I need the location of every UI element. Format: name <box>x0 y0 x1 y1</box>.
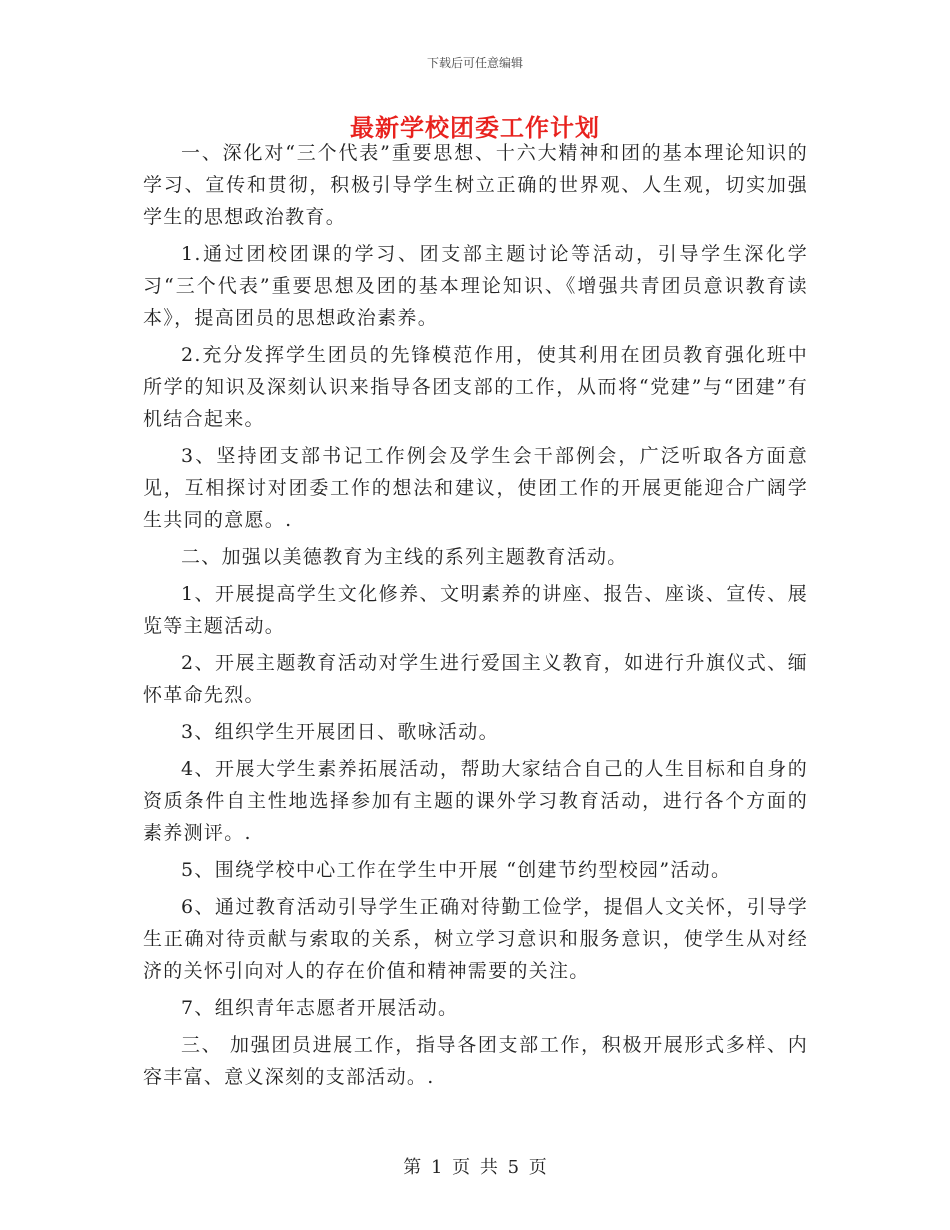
paragraph: 6、通过教育活动引导学生正确对待勤工俭学，提倡人文关怀，引导学生正确对待贡献与索取的关系，树立学习意识和服务意识，使学生从对经济的关怀引向对人的存在价值和精神需要的关注。 <box>143 896 808 982</box>
section-heading: 三、 加强团员进展工作，指导各团支部工作，积极开展形式多样、内容丰富、意义深刻的支部活动。. <box>143 1034 808 1088</box>
page-number: 第 1 页 共 5 页 <box>403 1157 547 1178</box>
paragraph: 3、组织学生开展团日、歌咏活动。 <box>181 721 499 743</box>
paragraph: 2、开展主题教育活动对学生进行爱国主义教育，如进行升旗仪式、缅怀革命先烈。 <box>143 652 808 706</box>
paragraph: 1.通过团校团课的学习、团支部主题讨论等活动，引导学生深化学习“三个代表”重要思想及团的基本理论知识、《增强共青团员意识教育读本》，提高团员的思想政治素养。 <box>143 243 808 329</box>
document-title: 最新学校团委工作计划 <box>350 113 600 142</box>
paragraph: 4、开展大学生素养拓展活动，帮助大家结合自己的人生目标和自身的资质条件自主性地选择参加有主题的课外学习教育活动，进行各个方面的素养测评。. <box>143 758 808 844</box>
paragraph: 7、组织青年志愿者开展活动。 <box>181 997 459 1019</box>
paragraph: 2.充分发挥学生团员的先锋模范作用，使其利用在团员教育强化班中所学的知识及深刻认识来指导各团支部的工作，从而将“党建”与“团建”有机结合起来。 <box>143 344 808 430</box>
header-note: 下载后可任意编辑 <box>426 56 523 70</box>
paragraph: 1、开展提高学生文化修养、文明素养的讲座、报告、座谈、宣传、展览等主题活动。 <box>143 583 808 637</box>
paragraph: 5、围绕学校中心工作在学生中开展 “创建节约型校园”活动。 <box>181 859 732 881</box>
document-body <box>143 137 808 1098</box>
paragraph: 3、坚持团支部书记工作例会及学生会干部例会，广泛听取各方面意见，互相探讨对团委工作的想法和建议，使团工作的开展更能迎合广阔学生共同的意愿。. <box>143 445 808 531</box>
section-heading: 二、加强以美德教育为主线的系列主题教育活动。 <box>181 546 628 568</box>
paragraph: 一、深化对“三个代表”重要思想、十六大精神和团的基本理论知识的学习、宣传和贯彻，积极引导学生树立正确的世界观、人生观，切实加强学生的思想政治教育。 <box>143 142 808 228</box>
